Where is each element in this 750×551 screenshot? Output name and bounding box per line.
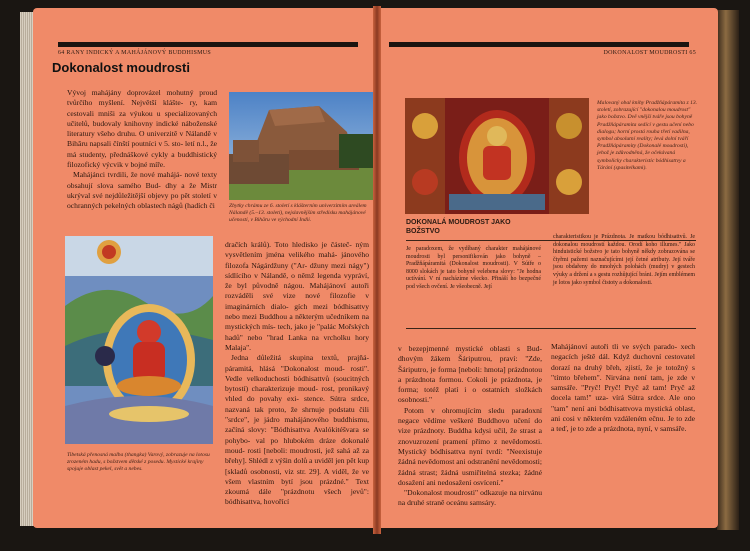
header-rule [389, 42, 689, 47]
paragraph: Vývoj mahájány doprovázel mohutný proud tvůrčího myšlení. Největší klášte- ry, kam cestovali mniši za výukou u specializovaných učitelů, budovaly knihovny indické náboženské literatury všeho druhu. O univerzitě v Nálandě v Bihāru napsali čínští poutníci v 5. sto- letí n.l., že má studenty, přednáškové cykly a buddhistický filozofický výcvik v bojné míře. [67, 88, 217, 170]
right-column-1 [398, 344, 542, 509]
paragraph: "Dokonalost moudrosti" odkazuje na nirvánu na druhé straně oceánu samsáry. [398, 488, 542, 508]
left-column-2 [225, 240, 369, 508]
running-head-left: 64 RANY INDICKÝ A MAHÁJÁNOVÝ BUDDHISMUS [58, 50, 211, 56]
running-head-right: DOKONALOST MOUDROSTI 65 [603, 50, 696, 56]
cover-caption: Malovaný obal knihy Pradžňápáramita z 13. století, zobrazující "dokonalou moudrost" jako božstvo. Dvě vnější tváře jsou bohyně Pradžňápáramita sedící v gestu učení nebo dialogu; horní prostá rouha třetí vadilna, symbol absolutní reality; levá dolní tváří Pradžňápáramity (Dokonalé moudrosti), jehož je zdůvodněná, že očekávaná symbolicky charakteristic bódhisattvy a Tárání (spasitelkami). [597, 100, 698, 171]
painting-caption: Tibetská přenosná malba (thangka) Varový, zobrazuje na lotosu zrozeném hadu, s božstvem dětské z posedu. Mystické krajiny spojuje oblast pekel, svět a nebes. [67, 452, 210, 473]
photo-caption: Zbytky chrámu ze 6. století s klášterním univerzitním areálem Nálandě (5.–13. století), nejslavnějším středisku mahájánové učenosti, v Bihāru ve východní Indii. [229, 203, 367, 224]
left-page [33, 8, 373, 528]
paragraph: Potom v ohromujícím sledu paradoxní negace vědíme veškeré Buddhovo učení do vize prázdnoty. Buddha kdysi učil, že strast a znovuzrození pramení přímo z nevědomosti. Mystický bódhisattva nyní tvrdí: "Neexistuje žádná nevědomost ani odstranění nevědomosti; žádná strast; žádná usmiřitelná stezka; žádné dosažení ani nedosažení osvícení." [398, 405, 542, 487]
page-edges-right [717, 10, 739, 530]
paragraph: Jedna důležitá skupina textů, prajňá- páramitá, hlásá "Dokonalost moud- rosti". Vedle velkoduchosti bódhisattvů (soucitných bytostí) charakterizuje moud- rost, pronikavý vhled do povahy exi- stence. Sútra srdce, nazvaná tak proto, že shrnuje podstatu čili "srdce", je jádro mahájánového buddhismu, začíná slovy: "Bódhisattva Avalókitéšvara se pohybo- val po hlubokém dráze dokonalé moud- rosti [neboli: moudrosti, jež sahá až za břehy]. Shlédl z výšin dolů a uviděl jen pět kup [skladů osobnosti, viz str. 29]. A viděl, že ve všem vlastním bytí jsou prázdné." Text zkoumá dále "prázdnotu všech jevů": bódhisattva, hovořící [225, 353, 369, 507]
box-column-1: Je paradoxem, že vydíbaný charakter mahájánové moudrosti byl personifikován jako bohyně – Pradžňápáramitá (Dokonalost moudrosti). V Sútře o 8000 slokách je tato bohyně velebena slovy: "Je hodna uctívání. V ní nacházíme všecko. Přináší ho bezpečné pod všech ovčení. Je všeobecně. Její [406, 246, 541, 290]
right-page [381, 8, 718, 528]
book-spine [373, 6, 381, 534]
header-rule [58, 42, 358, 47]
prajnaparamita-book-cover-painting [405, 98, 589, 214]
page-edges-left [20, 12, 34, 526]
box-column-2: charakteristikou je Prázdnota. Je matkou bódhisattvů. Je dokonalou moudrostí každou. Orodí koho illumes." Jako hinduistické božstvo je tato bohyně někdy zobrazována se čtyřmi pažemi naznačujícími její četné atributy. Její tváře jsou obdařeny do mnohých polohách (mudry) v gestech výuky a držení a s gestu rozhůjující bráni. Jejím emblémem je lotos jako symbol čistoty a dokonalosti. [553, 234, 695, 286]
tibetan-thangka-painting [65, 236, 213, 444]
box-rule-bottom [406, 328, 696, 329]
nalanda-temple-photo [229, 92, 373, 200]
paragraph: dračích králů). Toto hledisko je částeč- ným vysvětlením jména velikého mahá- jánového filozofa Nágárdžuny ("Ar- džuny mezi nágy") sídlícího v Nálandě, o němž legenda vypráví, že byl původně nágou. Mahájánoví autoři rozváděli své vize nové filozofie v imaginárních dialo- gích mezi bódhisattvy nebo mezi Buddhou a některým učedníkem na mystických mís- tech, jako je "palác Mořských hadů" nebo "hrad Lanka na vrcholku hory Malaja". [225, 240, 369, 352]
right-column-2 [551, 342, 695, 435]
paragraph: v bezepjmenné mystické oblasti s Bud- dhovým žákem Šáriputrou, praví: "Zde, Šáriputro, je forma [neboli: hmota] prázdnotou a prázdnota formou. Cokoli je prázdnota, je forma; totéž platí i o ostatních složkách osobnosti." [398, 344, 542, 405]
page-title: Dokonalost moudrosti [52, 60, 190, 75]
left-column-1 [67, 88, 217, 212]
paragraph: Mahájánci tvrdili, že nové mahájá- nové texty obsahují slova samého Bud- dhy a že Mistr ukrýval své nejdůležitější objevy po pět století v ochranných pekelných oblastech nágů (hadích či [67, 170, 217, 211]
paragraph: Mahájánoví autoři tli ve svých parado- xech negacích ještě dál. Když duchovní cestovatel dorazí na druhý břeh, zjistí, že je totožný s "tímto břehem". Nirvána není tam, je zde v samsáře. "Pryč! Pryč! Pryč až tam! Pryč až docela tam!" uza- vírá Sútra srdce. Ale ono "tam" není ani bódhisattvova mystická oblast, ani cosi v některém vzdáleném ečnu. Je to zde a teď, je to zde a prázdnota, nyní, v samsáře. [551, 342, 695, 434]
box-title: DOKONALÁ MOUDROST JAKO BOŽSTVO [406, 219, 511, 235]
